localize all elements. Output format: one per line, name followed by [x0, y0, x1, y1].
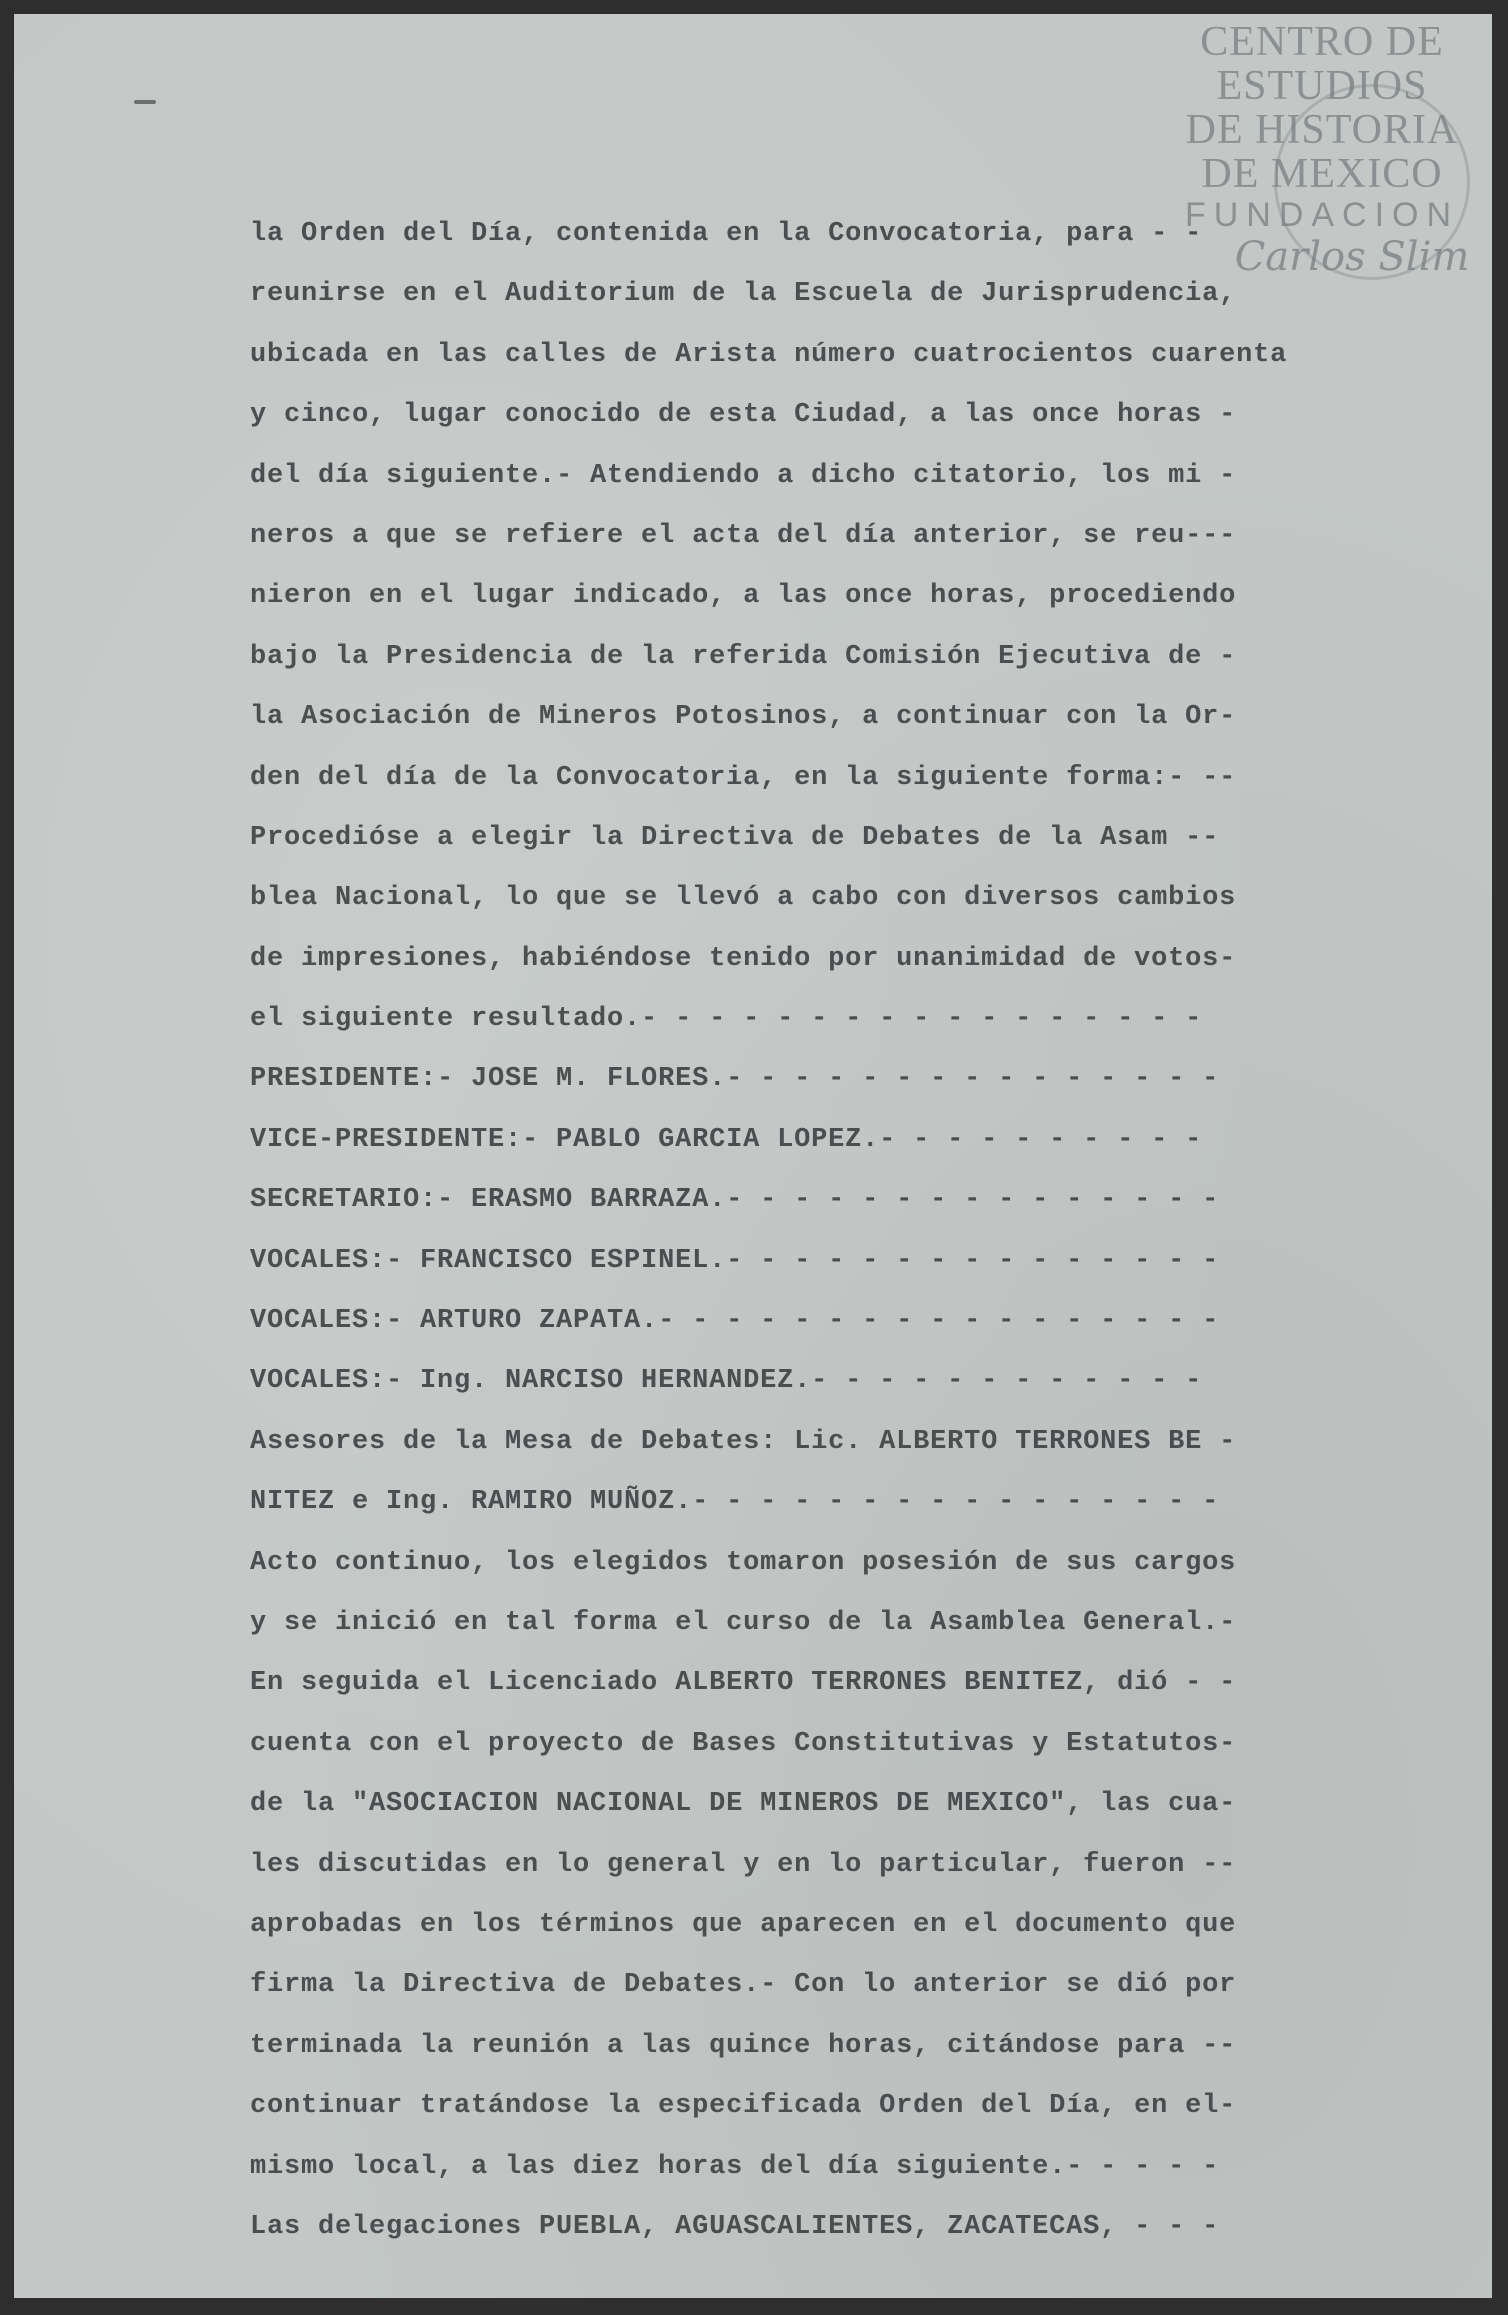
text-line: NITEZ e Ing. RAMIRO MUÑOZ.- - - - - - - - - - - - - - - - [250, 1487, 1220, 1518]
text-line: y se inició en tal forma el curso de la Asamblea General.- [250, 1607, 1237, 1638]
text-line: cuenta con el proyecto de Bases Constitutivas y Estatutos- [250, 1728, 1237, 1759]
text-line: y cinco, lugar conocido de esta Ciudad, a las once horas - [250, 400, 1237, 431]
watermark-signature: Carlos Slim [1234, 234, 1470, 281]
text-line: neros a que se refiere el acta del día anterior, se reu--- [250, 520, 1237, 551]
text-line: Asesores de la Mesa de Debates: Lic. ALBERTO TERRONES BE - [250, 1426, 1237, 1457]
text-line: blea Nacional, lo que se llevó a cabo con diversos cambios [250, 883, 1237, 914]
watermark-fundacion: FUNDACION [1184, 196, 1460, 235]
text-line: reunirse en el Auditorium de la Escuela de Jurisprudencia, [250, 279, 1237, 310]
typed-text-body [250, 204, 1310, 2257]
text-line: Acto continuo, los elegidos tomaron posesión de sus cargos [250, 1547, 1237, 1578]
text-line: mismo local, a las diez horas del día siguiente.- - - - - [250, 2151, 1220, 2182]
text-line: PRESIDENTE:- JOSE M. FLORES.- - - - - - - - - - - - - - - [250, 1064, 1220, 1095]
text-line: la Orden del Día, contenida en la Convocatoria, para - - [250, 219, 1203, 249]
text-line: SECRETARIO:- ERASMO BARRAZA.- - - - - - - - - - - - - - - [250, 1185, 1220, 1216]
text-line: Las delegaciones PUEBLA, AGUASCALIENTES, ZACATECAS, - - - [250, 2211, 1220, 2242]
document-page [14, 14, 1492, 2298]
text-line: VOCALES:- FRANCISCO ESPINEL.- - - - - - - - - - - - - - - [250, 1245, 1220, 1276]
text-line: aprobadas en los términos que aparecen en el documento que [250, 1909, 1237, 1940]
text-line: En seguida el Licenciado ALBERTO TERRONES BENITEZ, dió - - [250, 1668, 1237, 1699]
text-line: VOCALES:- ARTURO ZAPATA.- - - - - - - - - - - - - - - - - [250, 1306, 1220, 1337]
text-line: VOCALES:- Ing. NARCISO HERNANDEZ.- - - - - - - - - - - - [250, 1366, 1203, 1397]
text-line: terminada la reunión a las quince horas, citándose para -- [250, 2030, 1237, 2061]
text-line: la Asociación de Mineros Potosinos, a continuar con la Or- [250, 702, 1237, 733]
text-line: de la "ASOCIACION NACIONAL DE MINEROS DE MEXICO", las cua- [250, 1789, 1237, 1820]
margin-dash-mark [134, 100, 156, 104]
watermark-line-2: ESTUDIOS [1216, 63, 1428, 110]
text-line: nieron en el lugar indicado, a las once horas, procediendo [250, 581, 1237, 612]
text-line: Procedióse a elegir la Directiva de Debates de la Asam -- [250, 822, 1220, 853]
text-line: VICE-PRESIDENTE:- PABLO GARCIA LOPEZ.- - - - - - - - - - [250, 1124, 1203, 1155]
text-line: de impresiones, habiéndose tenido por unanimidad de votos- [250, 943, 1237, 974]
text-line: el siguiente resultado.- - - - - - - - - - - - - - - - - [250, 1004, 1203, 1035]
watermark-line-4: DE MEXICO [1201, 151, 1443, 198]
text-line: firma la Directiva de Debates.- Con lo anterior se dió por [250, 1970, 1237, 2001]
text-line: den del día de la Convocatoria, en la siguiente forma:- -- [250, 762, 1237, 793]
text-line: continuar tratándose la especificada Orden del Día, en el- [250, 2091, 1237, 2122]
watermark-line-3: DE HISTORIA [1185, 107, 1459, 154]
text-line: bajo la Presidencia de la referida Comisión Ejecutiva de - [250, 641, 1237, 672]
text-line: ubicada en las calles de Arista número cuatrocientos cuarenta [250, 339, 1288, 370]
text-line: les discutidas en lo general y en lo particular, fueron -- [250, 1849, 1237, 1880]
text-line: del día siguiente.- Atendiendo a dicho citatorio, los mi - [250, 460, 1237, 491]
watermark-line-1: CENTRO DE [1200, 19, 1444, 65]
